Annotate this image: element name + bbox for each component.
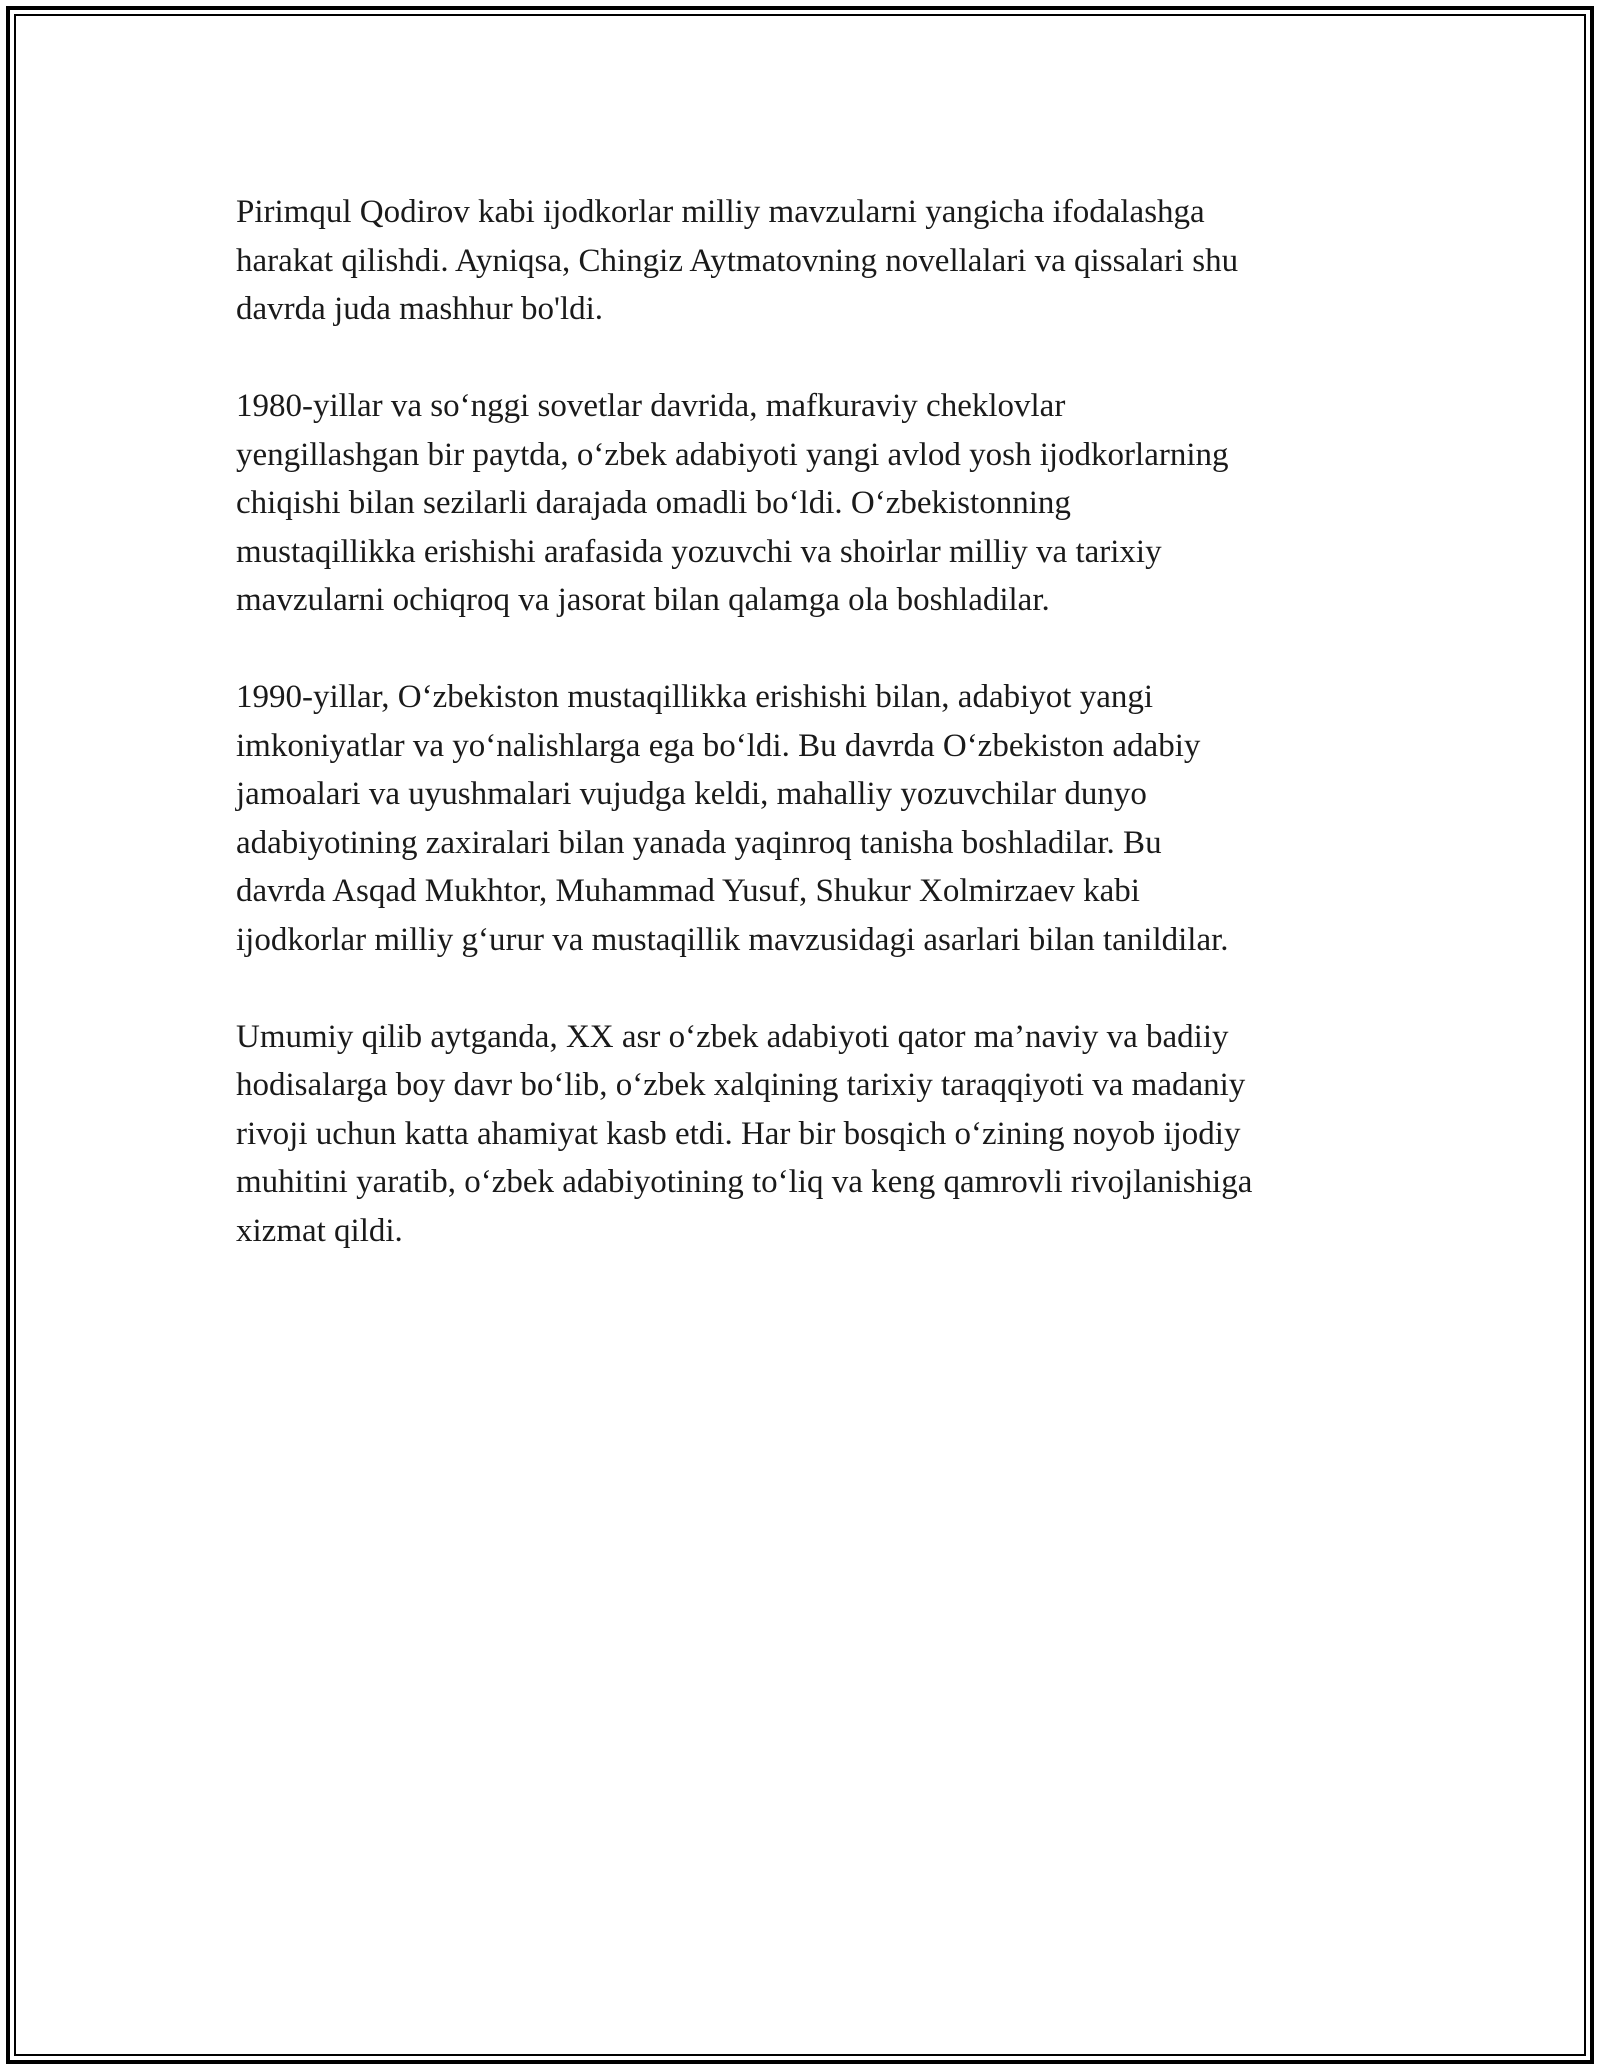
text-line: mustaqillikka erishishi arafasida yozuvchi va shoirlar milliy va tarixiy: [236, 533, 1162, 570]
text-line: Umumiy qilib aytganda, XX asr o‘zbek adabiyoti qator ma’naviy va badiiy: [236, 1018, 1229, 1055]
text-line: davrda Asqad Mukhtor, Muhammad Yusuf, Shukur Xolmirzaev kabi: [236, 873, 1140, 909]
text-line: yengillashgan bir paytda, o‘zbek adabiyoti yangi avlod yosh ijodkorlarning: [236, 436, 1229, 473]
text-line: imkoniyatlar va yo‘nalishlarga ega bo‘ldi. Bu davrda O‘zbekiston adabiy: [236, 727, 1201, 764]
text-line: hodisalarga boy davr bo‘lib, o‘zbek xalqining tarixiy taraqqiyoti va madaniy: [236, 1067, 1246, 1103]
document-body: [236, 188, 1376, 1304]
text-line: harakat qilishdi. Ayniqsa, Chingiz Aytmatovning novellalari va qissalari shu: [236, 242, 1239, 279]
text-line: rivoji uchun katta ahamiyat kasb etdi. Har bir bosqich o‘zining noyob ijodiy: [236, 1115, 1241, 1152]
text-line: jamoalari va uyushmalari vujudga keldi, mahalliy yozuvchilar dunyo: [236, 776, 1147, 812]
paragraph-3: [236, 673, 1376, 964]
text-line: muhitini yaratib, o‘zbek adabiyotining to‘liq va keng qamrovli rivojlanishiga: [236, 1164, 1253, 1200]
paragraph-1: [236, 188, 1376, 334]
text-line: Pirimqul Qodirov kabi ijodkorlar milliy mavzularni yangicha ifodalashga: [236, 194, 1205, 230]
text-line: xizmat qildi.: [236, 1212, 403, 1249]
text-line: mavzularni ochiqroq va jasorat bilan qalamga ola boshladilar.: [236, 582, 1050, 618]
text-line: davrda juda mashhur bo'ldi.: [236, 291, 604, 327]
text-line: adabiyotining zaxiralari bilan yanada yaqinroq tanisha boshladilar. Bu: [236, 824, 1162, 861]
text-line: chiqishi bilan sezilarli darajada omadli bo‘ldi. O‘zbekistonning: [236, 485, 1071, 521]
paragraph-4: [236, 1013, 1376, 1256]
text-line: ijodkorlar milliy g‘urur va mustaqillik mavzusidagi asarlari bilan tanildilar.: [236, 921, 1229, 958]
text-line: 1990-yillar, O‘zbekiston mustaqillikka erishishi bilan, adabiyot yangi: [236, 679, 1154, 715]
text-line: 1980-yillar va so‘nggi sovetlar davrida, mafkuraviy cheklovlar: [236, 388, 1066, 424]
paragraph-2: [236, 382, 1376, 625]
